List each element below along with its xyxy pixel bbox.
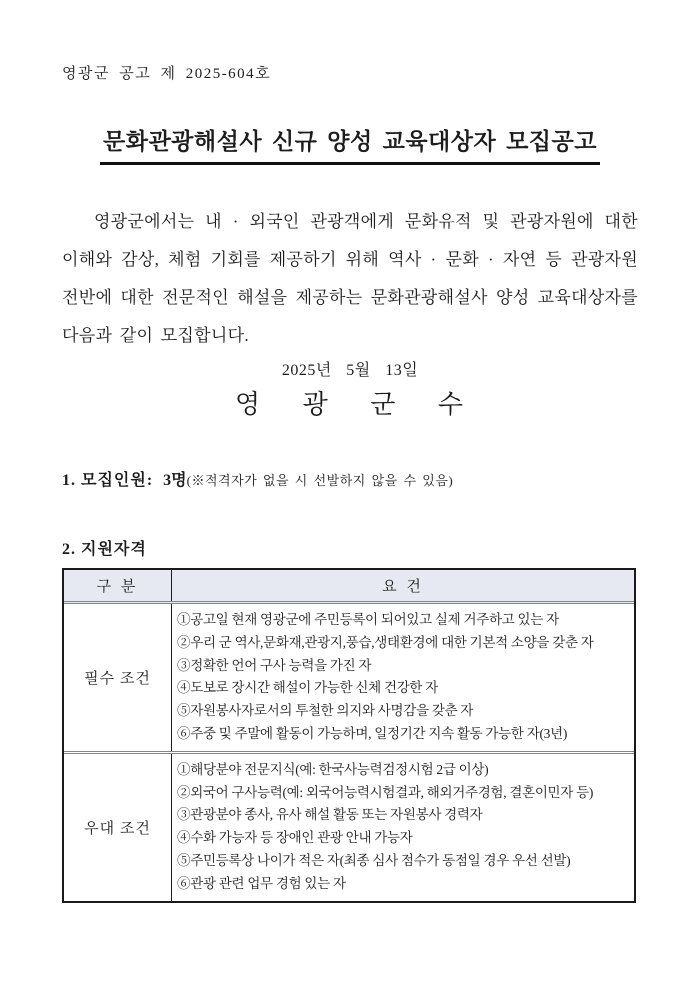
recruit-count-heading: 1. 모집인원: xyxy=(62,472,154,489)
page-title: 문화관광해설사 신규 양성 교육대상자 모집공고 xyxy=(100,123,600,165)
preferred-item-5: ⑤주민등록상 나이가 적은 자(최종 심사 점수가 동점일 경우 우선 선발) xyxy=(177,852,571,868)
section-recruit-count xyxy=(62,467,638,490)
required-item-1: ①공고일 현재 영광군에 주민등록이 되어있고 실제 거주하고 있는 자 xyxy=(177,612,559,627)
required-item-5: ⑤자원봉사자로서의 투철한 의지와 사명감을 갖춘 자 xyxy=(177,703,474,719)
table-cell-required-items xyxy=(172,604,634,751)
section-qualification-heading: 2. 지원자격 xyxy=(62,541,147,558)
preferred-item-1: ①해당분야 전문지식(예: 한국사능력검정시험 2급 이상) xyxy=(177,761,489,777)
recruit-count-note: (※적격자가 없을 시 선발하지 않을 수 있음) xyxy=(186,473,454,488)
preferred-item-3: ③관광분야 종사, 유사 해설 활동 또는 자원봉사 경력자 xyxy=(177,807,483,823)
preferred-item-6: ⑥관광 관련 업무 경험 있는 자 xyxy=(177,875,346,891)
table-header-category: 구 분 xyxy=(64,570,172,601)
intro-paragraph: 영광군에서는 내 · 외국인 관광객에게 문화유적 및 관광자원에 대한 이해와 감상, 체험 기회를 제공하기 위해 역사 · 문화 · 자연 등 관광자원 전반에 대한 전문적인 해설을 제공하는 문화관광해설사 양성 교육대상자를 다음과 같이 모집합니다. xyxy=(62,212,638,345)
preferred-item-2: ②외국어 구사능력(예: 외국어능력시험결과, 해외거주경험, 결혼이민자 등) xyxy=(177,784,594,800)
table-row-required xyxy=(64,604,634,754)
required-item-4: ④도보로 장시간 해설이 가능한 신체 건강한 자 xyxy=(177,680,438,696)
table-row-label-required: 필수 조건 xyxy=(64,604,172,751)
qualification-table xyxy=(62,568,636,903)
recruit-count-value: 3명 xyxy=(163,472,187,489)
issuer-signature: 영 광 군 수 xyxy=(235,390,465,419)
required-item-3: ③정확한 언어 구사 능력을 가진 자 xyxy=(177,657,372,673)
table-cell-preferred-items xyxy=(172,754,634,901)
required-item-6: ⑥주중 및 주말에 활동이 가능하며, 일정기간 지속 활동 가능한 자(3년) xyxy=(177,725,568,741)
issue-date: 2025년 5월 13일 xyxy=(281,362,419,379)
notice-number: 영광군 공고 제 2025-604호 xyxy=(62,66,272,82)
table-row-preferred xyxy=(64,754,634,901)
table-header-requirement: 요 건 xyxy=(382,579,424,595)
table-header-row xyxy=(64,570,634,604)
required-item-2: ②우리 군 역사,문화재,관광지,풍습,생태환경에 대한 기본적 소양을 갖춘 자 xyxy=(177,634,594,650)
title-wrap xyxy=(62,123,638,165)
table-row-label-preferred: 우대 조건 xyxy=(64,754,172,901)
preferred-item-4: ④수화 가능자 등 장애인 관광 안내 가능자 xyxy=(177,830,413,846)
